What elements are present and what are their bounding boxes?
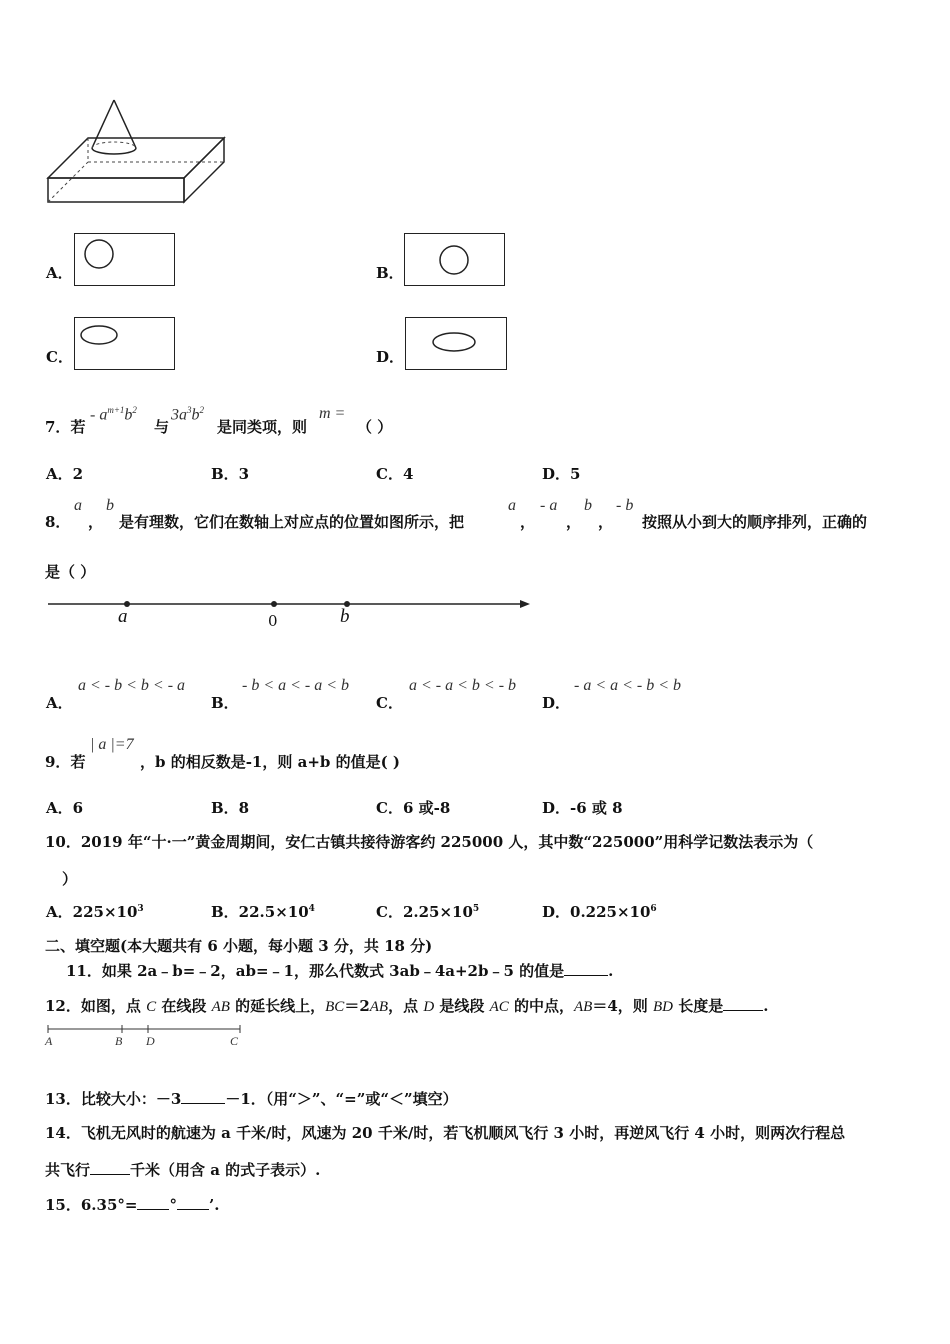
- q8-var-neg-b: - b: [616, 497, 634, 514]
- q8-var-a2: a: [508, 497, 516, 514]
- q11-text: 11．如果 2a﹣b=﹣2，ab=﹣1，那么代数式 3ab﹣4a+2b﹣5 的值是: [66, 962, 565, 980]
- q12-text: 是线段: [434, 997, 490, 1015]
- q15-text: °: [169, 1196, 177, 1214]
- q15-text: 15．6.35°=: [45, 1196, 138, 1214]
- q12-text: 在线段: [156, 997, 212, 1015]
- option-text: B．22.5×10: [211, 903, 309, 921]
- q9-text: 若: [70, 753, 86, 771]
- q8-text3: 是（ ）: [45, 563, 96, 581]
- q7-expr1-b: b: [124, 406, 133, 424]
- q13: [45, 1088, 458, 1109]
- q7-mid: 与: [154, 418, 170, 436]
- q7-expr1: [90, 405, 137, 424]
- q14-line1: 14．飞机无风时的航速为 a 千米/时，风速为 20 千米/时，若飞机顺风飞行 3 小时，再逆风飞行 4 小时，则两次行程总: [45, 1124, 846, 1142]
- q7-expr2-b: b: [191, 406, 200, 424]
- q6-option-c-label[interactable]: C．: [46, 348, 73, 366]
- q6-option-d-label[interactable]: D．: [376, 348, 405, 366]
- q8-option-c-label[interactable]: C．: [376, 694, 403, 712]
- q6-option-b-label[interactable]: B．: [376, 264, 404, 282]
- q7-text: 若: [70, 418, 86, 436]
- q9-option-a[interactable]: A．6: [46, 799, 84, 817]
- q12-text: ＝2: [344, 997, 370, 1015]
- q7-option-c[interactable]: C．4: [376, 465, 414, 483]
- q12-text: ＝4，则: [592, 997, 654, 1015]
- q6-option-c-figure[interactable]: [74, 317, 175, 370]
- q8-option-d-label[interactable]: D．: [542, 694, 571, 712]
- q8-comma: ，: [566, 513, 582, 531]
- q14-line2: [45, 1159, 320, 1180]
- q12-text: ，点: [388, 997, 424, 1015]
- segment-label-a: A: [45, 1034, 53, 1048]
- segment-label-b: B: [115, 1034, 123, 1048]
- option-text: A．225×10: [46, 903, 138, 921]
- answer-blank[interactable]: [723, 998, 763, 1011]
- q8-option-a-label[interactable]: A．: [46, 694, 73, 712]
- q10-option-c[interactable]: [376, 901, 479, 922]
- q14-text: 千米（用含 a 的式子表示）.: [130, 1161, 321, 1179]
- board-front: [48, 178, 184, 202]
- answer-blank[interactable]: [181, 1091, 225, 1104]
- q10-line1: 10．2019 年“十·一”黄金周期间，安仁古镇共接待游客约 225000 人，其中数“225000”用科学记数法表示为（: [45, 833, 814, 851]
- q8-comma: ，: [520, 513, 536, 531]
- q8-option-a-expr[interactable]: a < - b < b < - a: [78, 677, 186, 694]
- q6-option-d-figure[interactable]: [405, 317, 507, 370]
- q12-text: 的中点，: [508, 997, 575, 1015]
- option-exp: 6: [650, 904, 657, 914]
- question-number: 9．: [45, 753, 71, 771]
- circle-shape: [85, 240, 113, 268]
- q10-line2: ）: [62, 870, 78, 888]
- question-number: 8．: [45, 513, 71, 531]
- q9-stem: [45, 751, 85, 772]
- q12-text: 12．如图，点: [45, 997, 147, 1015]
- point-d: D: [423, 999, 435, 1015]
- q8-var-a: a: [74, 497, 82, 514]
- q6-option-a-figure[interactable]: [74, 233, 175, 286]
- axis-arrow: [520, 600, 530, 608]
- point-c: C: [146, 999, 157, 1015]
- board-top: [48, 138, 224, 178]
- ellipse-shape: [433, 333, 475, 351]
- q8-text1: 是有理数，它们在数轴上对应点的位置如图所示，把: [119, 513, 465, 531]
- question-number: 7．: [45, 418, 71, 436]
- q11: [66, 960, 613, 981]
- q12-text: 的延长线上，: [229, 997, 326, 1015]
- q7-expr2: [171, 405, 204, 424]
- q13-text: 13．比较大小：－3: [45, 1090, 182, 1108]
- q9-option-d[interactable]: D．-6 或 8: [542, 799, 623, 817]
- q12-end: .: [763, 997, 769, 1015]
- q8-option-d-expr[interactable]: - a < a < - b < b: [574, 677, 682, 694]
- q13-text: －1．（用“＞”、“=”或“＜”填空）: [225, 1090, 458, 1108]
- option-exp: 3: [137, 904, 144, 914]
- q7-expr2-b-exp: 2: [199, 405, 204, 415]
- option-exp: 5: [472, 904, 480, 914]
- segment-label-c: C: [230, 1034, 239, 1048]
- option-text: D．0.225×10: [542, 903, 651, 921]
- q11-end: .: [608, 962, 614, 980]
- q10-option-b[interactable]: [211, 901, 315, 922]
- answer-blank-degrees[interactable]: [137, 1197, 169, 1210]
- q7-option-a[interactable]: A．2: [46, 465, 84, 483]
- q7-expr2-exp: 3: [187, 405, 192, 415]
- q7-expr3: m =: [319, 405, 346, 422]
- q10-option-d[interactable]: [542, 901, 657, 922]
- axis-label-b: b: [340, 606, 350, 627]
- q9-expr: | a |=7: [90, 736, 134, 753]
- q7-expr1-base: - a: [90, 406, 108, 424]
- board-hidden-edge: [48, 162, 88, 202]
- q8-text2: 按照从小到大的顺序排列，正确的: [642, 513, 868, 531]
- q8-option-b-label[interactable]: B．: [211, 694, 239, 712]
- cone-edge: [114, 100, 136, 148]
- point-0: [271, 601, 277, 607]
- axis-label-a: a: [118, 606, 128, 627]
- q6-option-b-figure[interactable]: [404, 233, 505, 286]
- axis-label-0: 0: [268, 612, 278, 630]
- q9-suffix: ，b 的相反数是-1，则 a+b 的值是( ): [140, 753, 401, 771]
- segment-ab: AB: [369, 999, 389, 1015]
- segment-label-d: D: [146, 1034, 155, 1048]
- q7-option-d[interactable]: D．5: [542, 465, 581, 483]
- q12-text: 长度是: [673, 997, 724, 1015]
- circle-shape: [440, 246, 468, 274]
- answer-blank-minutes[interactable]: [177, 1197, 209, 1210]
- q8-var-b: b: [106, 497, 114, 514]
- cone-base-front: [92, 148, 136, 154]
- ellipse-shape: [81, 326, 117, 344]
- segment-ab: AB: [211, 999, 230, 1015]
- q7-stem: [45, 416, 85, 437]
- segment-ac: AC: [489, 999, 509, 1015]
- cone-base-back: [92, 142, 136, 148]
- q15-text: ’.: [208, 1196, 220, 1214]
- answer-blank[interactable]: [90, 1162, 130, 1175]
- option-exp: 4: [308, 904, 315, 914]
- q7-expr2-base: 3a: [171, 406, 187, 424]
- q12: [45, 995, 768, 1016]
- segment-bc: BC: [325, 999, 345, 1015]
- answer-blank[interactable]: [564, 963, 608, 976]
- segment-ab: AB: [574, 999, 593, 1015]
- q14-text: 共飞行: [45, 1161, 91, 1179]
- board-side: [184, 138, 224, 202]
- q7-expr1-exp: m+1: [107, 405, 125, 415]
- q7-suffix: 是同类项，则: [217, 418, 308, 436]
- q7-expr1-b-exp: 2: [132, 405, 137, 415]
- q8-option-c-expr[interactable]: a < - a < b < - b: [409, 677, 517, 694]
- q8-var-neg-a: - a: [540, 497, 558, 514]
- cone-on-board-figure: [44, 98, 234, 210]
- q9-option-c[interactable]: C．6 或-8: [376, 799, 451, 817]
- section-title: 二、填空题(本大题共有 6 小题，每小题 3 分，共 18 分): [45, 937, 433, 955]
- q7-paren: （ ）: [357, 418, 393, 436]
- q6-option-a-label[interactable]: A．: [46, 264, 73, 282]
- option-text: C．2.25×10: [376, 903, 473, 921]
- cone-edge: [92, 100, 114, 148]
- q9-option-b[interactable]: B．8: [211, 799, 250, 817]
- q8-option-b-expr[interactable]: - b < a < - a < b: [242, 677, 350, 694]
- q8-comma: ，: [598, 513, 614, 531]
- q7-option-b[interactable]: B．3: [211, 465, 250, 483]
- segment-bd: BD: [653, 999, 674, 1015]
- q8-comma: ，: [88, 513, 104, 531]
- q10-option-a[interactable]: [46, 901, 144, 922]
- q8-var-b2: b: [584, 497, 592, 514]
- q15: [45, 1194, 219, 1215]
